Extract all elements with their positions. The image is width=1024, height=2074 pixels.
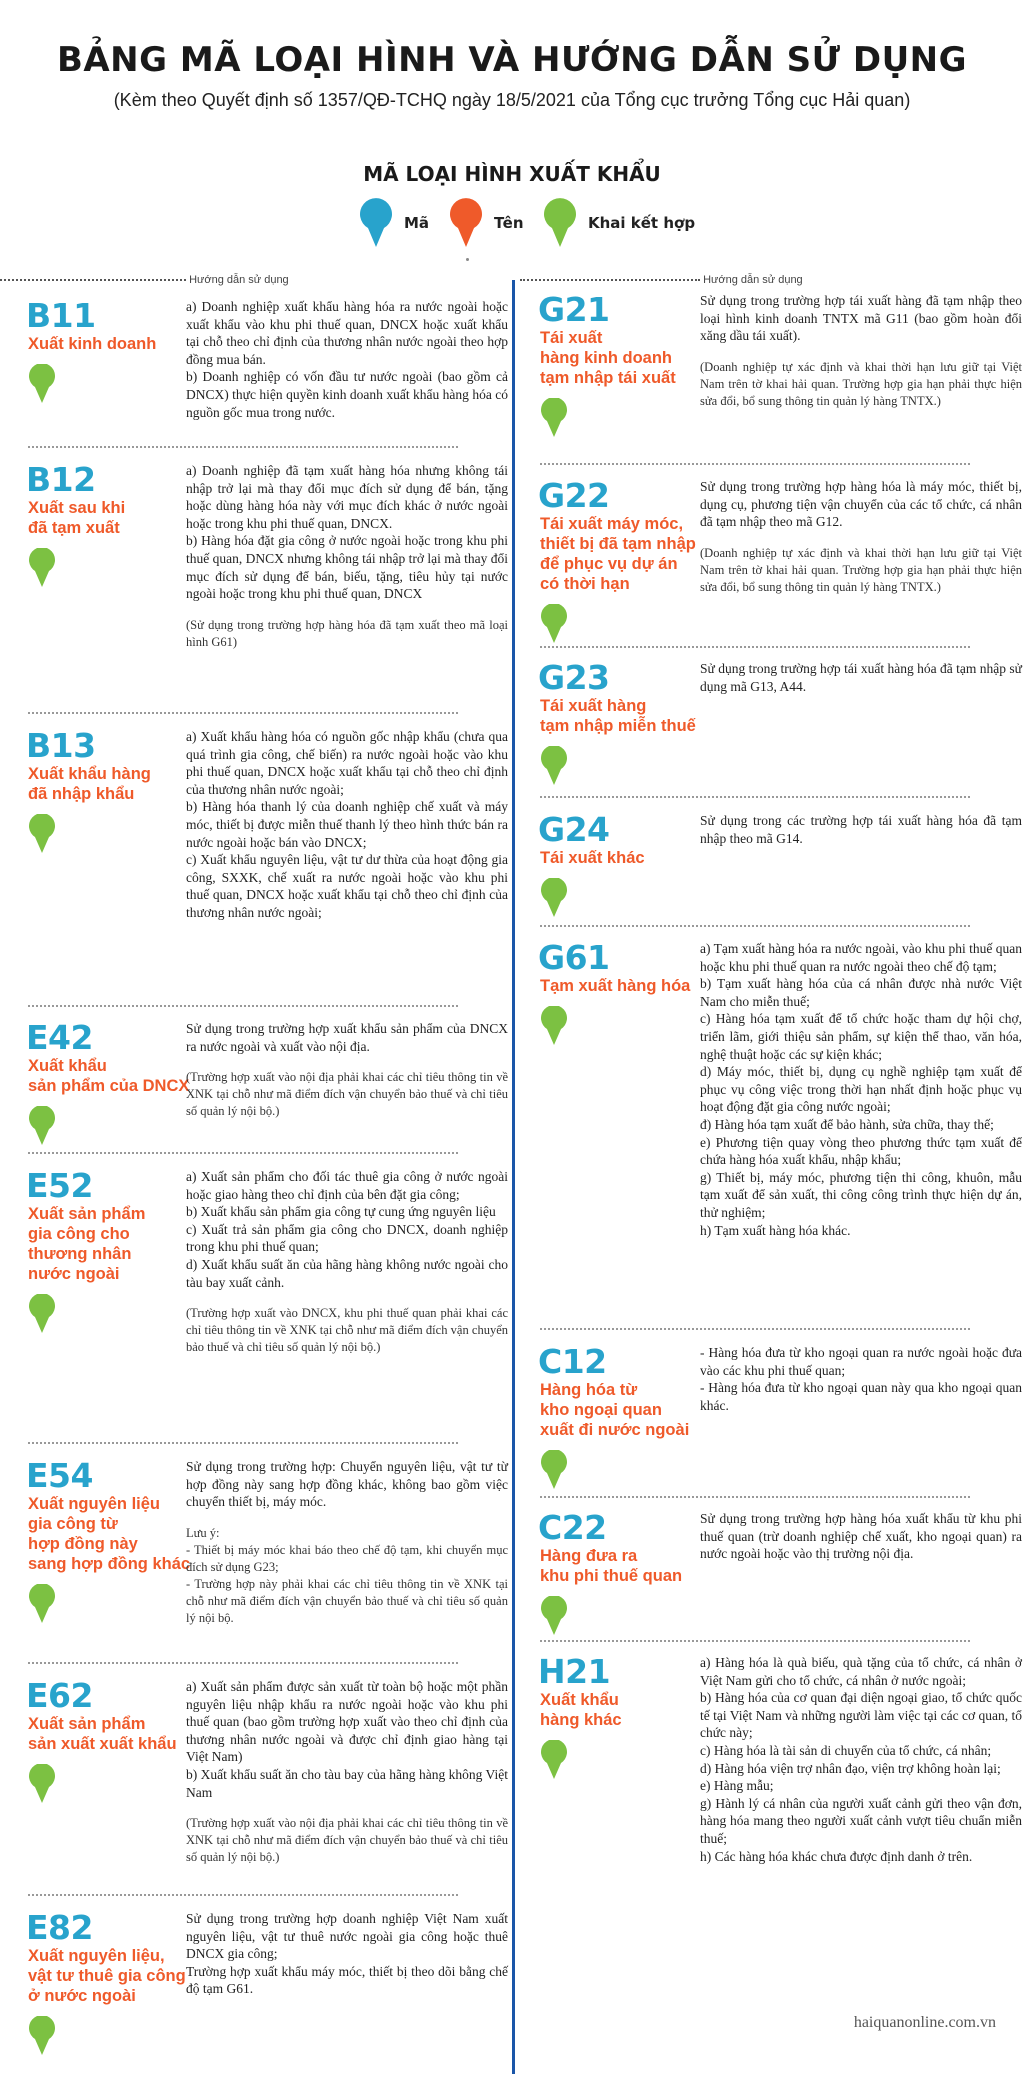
entry-name-line: sản xuất xuất khẩu: [28, 1735, 177, 1753]
entry-separator: [540, 925, 970, 927]
right-column-header: [520, 274, 820, 286]
entry-name-line: nước ngoài: [28, 1265, 120, 1283]
entry-name: [28, 764, 151, 804]
entry-name-line: gia công cho: [28, 1225, 130, 1243]
blue-pin-icon: [358, 198, 394, 248]
decorative-dot: [466, 258, 469, 261]
description-paragraph: a) Hàng hóa là quà biếu, quà tặng của tổ chức, cá nhân ở Việt Nam gửi cho tổ chức, cá nhân ở nước ngoài;: [700, 1655, 1022, 1688]
combined-pin-icon: [540, 878, 568, 923]
entry-note: [186, 1525, 508, 1627]
entry-name-line: Tạm xuất hàng hóa: [540, 977, 691, 995]
entry-name: [540, 976, 690, 996]
entry-code: B12: [26, 460, 96, 499]
entry-name-line: Xuất kinh doanh: [28, 335, 157, 353]
entry-separator: [540, 1640, 970, 1642]
combined-pin-icon: [540, 1006, 568, 1051]
note-paragraph: (Trường hợp xuất vào nội địa phải khai các chỉ tiêu thông tin về XNK tại chỗ như mã điểm đích vận chuyển bảo thuế và chỉ tiêu số quản lý nội bộ.): [186, 1070, 508, 1119]
description-paragraph: Sử dụng trong trường hợp xuất khẩu sản phẩm của DNCX ra nước ngoài và xuất vào nội địa.: [186, 1021, 508, 1054]
entry-name-line: xuất đi nước ngoài: [540, 1421, 690, 1439]
description-paragraph: b) Hàng hóa đặt gia công ở nước ngoài hoặc trong khu phi thuế quan, DNCX nhưng không tái nhập trở lại mà thay đổi mục đích sử dụng để bán, biếu, tặng, tiêu hủy tại nước ngoài hoặc trong khu phi thuế quan, DNCX: [186, 533, 508, 602]
entry-name: [540, 696, 696, 736]
entry-name-line: đã nhập khẩu: [28, 785, 135, 803]
entry-name: [28, 1494, 190, 1574]
combined-pin-icon: [540, 746, 568, 791]
description-paragraph: a) Xuất khẩu hàng hóa có nguồn gốc nhập khẩu (chưa qua quá trình gia công, chế biến) ra nước ngoài hoặc vào khu phi thuế quan, DNCX hoặc xuất khẩu tại chỗ theo chỉ định của thương nhân nước ngoài;: [186, 729, 508, 797]
combined-pin-icon: [28, 1764, 56, 1809]
entry-code: C12: [538, 1342, 607, 1381]
entry-description: [186, 1168, 508, 1356]
entry-name-line: kho ngoại quan: [540, 1401, 662, 1419]
entry-code: B13: [26, 726, 96, 765]
entry-separator: [540, 796, 970, 798]
entry-description: [700, 1654, 1022, 1865]
combined-pin-icon: [540, 1740, 568, 1785]
description-paragraph: h) Tạm xuất hàng hóa khác.: [700, 1222, 851, 1238]
entry-name: [28, 1204, 145, 1284]
page-subtitle: (Kèm theo Quyết định số 1357/QĐ-TCHQ ngày 18/5/2021 của Tổng cục trưởng Tổng cục Hải quan): [113, 90, 911, 110]
entry-description: [700, 940, 1022, 1239]
entry-name-line: có thời hạn: [540, 575, 630, 593]
entry-separator: [28, 1152, 458, 1154]
description-paragraph: b) Xuất khẩu suất ăn cho tàu bay của hãng hàng không Việt Nam: [186, 1766, 508, 1800]
description-paragraph: d) Hàng hóa viện trợ nhân đạo, viện trợ không hoàn lại;: [700, 1760, 1001, 1776]
entry-name-line: tạm nhập tái xuất: [540, 369, 676, 387]
legend-code-label: Mã: [404, 214, 430, 232]
entry-name: [540, 1546, 682, 1586]
combined-pin-icon: [28, 2016, 56, 2061]
description-paragraph: a) Doanh nghiệp xuất khẩu hàng hóa ra nước ngoài hoặc xuất khẩu vào khu phi thuế quan, DNCX hoặc xuất khẩu tại chỗ theo chỉ định của thương nhân nước ngoài theo hợp đồng mua bán.: [186, 299, 508, 367]
legend-combined-label: Khai kết hợp: [588, 214, 696, 232]
entry-note: [186, 617, 508, 651]
note-paragraph: (Trường hợp xuất vào nội địa phải khai các chỉ tiêu thông tin về XNK tại chỗ như mã điểm đích vận chuyển bảo thuế và chỉ tiêu số quản lý nội bộ.): [186, 1816, 508, 1865]
description-paragraph: Sử dụng trong trường hợp tái xuất hàng đã tạm nhập theo loại hình kinh doanh TNTX mã G11 (bao gồm hoàn đổi xăng dầu tái xuất).: [700, 293, 1022, 344]
entry-name: [540, 1380, 689, 1440]
description-paragraph: g) Hành lý cá nhân của người xuất cảnh gửi theo vận đơn, hàng hóa mang theo người xuất cảnh vượt tiêu chuẩn miễn thuế;: [700, 1795, 1022, 1846]
entry-name-line: Xuất khẩu: [540, 1691, 619, 1709]
green-pin-icon: [542, 198, 578, 248]
entry-code: H21: [538, 1652, 611, 1691]
entry-name-line: vật tư thuê gia công: [28, 1967, 186, 1985]
combined-pin-icon: [540, 398, 568, 443]
entry-description: [700, 812, 1022, 847]
entry-separator: [540, 646, 970, 648]
combined-pin-icon: [540, 604, 568, 649]
entry-name-line: Hàng đưa ra: [540, 1547, 638, 1565]
description-paragraph: a) Doanh nghiệp đã tạm xuất hàng hóa nhưng không tái nhập trở lại mà thay đổi mục đích sử dụng để bán, tặng hoặc dùng hàng hóa này với mục đích khác ở nước ngoài hoặc trong khu phi thuế quan, DNCX.: [186, 463, 508, 531]
entry-name-line: Hàng hóa từ: [540, 1381, 638, 1399]
description-paragraph: Sử dụng trong trường hợp hàng hóa là máy móc, thiết bị, dụng cụ, phương tiện vận chuyển của các tổ chức, cá nhân đã tạm nhập theo mã G12.: [700, 479, 1022, 530]
entry-description: [186, 1678, 508, 1866]
note-paragraph: (Trường hợp xuất vào DNCX, khu phi thuế quan phải khai các chỉ tiêu thông tin về XNK tại chỗ như mã điểm đích vận chuyển bảo thuế và chỉ tiêu số quản lý nội bộ.): [186, 1306, 508, 1355]
note-paragraph: Lưu ý:: [186, 1525, 220, 1540]
note-paragraph: (Sử dụng trong trường hợp hàng hóa đã tạm xuất theo mã loại hình G61): [186, 617, 508, 649]
description-paragraph: Sử dụng trong các trường hợp tái xuất hàng hóa đã tạm nhập theo mã G14.: [700, 813, 1022, 846]
description-paragraph: d) Máy móc, thiết bị, dụng cụ nghề nghiệp tạm xuất để phục vụ công việc trong thời hạn nhất định hoặc phục vụ hoạt động đặt gia công nước ngoài;: [700, 1064, 1022, 1115]
entry-name: [540, 514, 696, 594]
description-paragraph: e) Phương tiện quay vòng theo phương thức tạm xuất để chứa hàng hóa xuất khẩu, nhập khẩu;: [700, 1134, 1022, 1168]
entry-description: [700, 1510, 1022, 1563]
entry-code: G21: [538, 290, 610, 329]
entry-name-line: thương nhân: [28, 1245, 132, 1263]
combined-pin-icon: [28, 548, 56, 593]
combined-pin-icon: [28, 1584, 56, 1629]
description-paragraph: Sử dụng trong trường hợp tái xuất hàng hóa đã tạm nhập sử dụng mã G13, A44.: [700, 661, 1022, 694]
description-paragraph: c) Xuất trả sản phẩm gia công cho DNCX, doanh nghiệp trong khu phi thuế quan;: [186, 1221, 508, 1255]
entry-note: [186, 1305, 508, 1356]
entry-name-line: hàng kinh doanh: [540, 349, 672, 367]
description-paragraph: g) Thiết bị, máy móc, phương tiện thi công, khuôn, mẫu tạm xuất để sản xuất, thi công công trình thực hiện dự án, thử nghiệm;: [700, 1169, 1022, 1220]
description-paragraph: Sử dụng trong trường hợp: Chuyển nguyên liệu, vật tư từ hợp đồng này sang hợp đồng khác, không bao gồm việc chuyển thiết bị, máy móc.: [186, 1459, 508, 1510]
entry-description: [186, 298, 508, 421]
description-paragraph: e) Hàng mẫu;: [700, 1778, 774, 1794]
entry-description: [700, 1344, 1022, 1414]
description-paragraph: a) Xuất sản phẩm được sản xuất từ toàn bộ hoặc một phần nguyên liệu nhập khẩu ra nước ngoài hoặc vào khu phi thuế quan (bao gồm trường hợp xuất vào theo chỉ định của thương nhân nước ngoài và được chỉ định giao hàng tại Việt Nam): [186, 1679, 508, 1765]
entry-description: [700, 660, 1022, 695]
column-divider: [512, 280, 515, 2074]
note-paragraph: (Doanh nghiệp tự xác định và khai thời hạn lưu giữ tại Việt Nam trên tờ khai hải quan. Trường hợp gia hạn phải thực hiện sửa đổi, bổ sung thông tin quản lý hàng TNTX.): [700, 545, 1022, 594]
entry-name-line: Xuất nguyên liệu: [28, 1495, 161, 1513]
combined-pin-icon: [28, 814, 56, 859]
entry-note: [700, 545, 1022, 596]
entry-code: C22: [538, 1508, 607, 1547]
entry-name-line: tạm nhập miễn thuế: [540, 717, 696, 735]
entry-description: [186, 728, 508, 922]
description-paragraph: - Hàng hóa đưa từ kho ngoại quan ra nước ngoài hoặc đưa vào các khu phi thuế quan;: [700, 1345, 1022, 1378]
entry-code: G61: [538, 938, 610, 977]
entry-separator: [540, 1328, 970, 1330]
entry-name-line: khu phi thuế quan: [540, 1567, 683, 1585]
description-paragraph: a) Xuất sản phẩm cho đối tác thuê gia công ở nước ngoài hoặc giao hàng theo chỉ định của bên đặt gia công;: [186, 1169, 508, 1202]
description-paragraph: b) Tạm xuất hàng hóa của cá nhân được nhà nước Việt Nam cho miễn thuế;: [700, 976, 1022, 1009]
entry-name-line: Xuất sản phẩm: [28, 1715, 146, 1733]
entry-name: [540, 328, 676, 388]
entry-code: G22: [538, 476, 610, 515]
entry-name: [28, 498, 125, 538]
entry-code: E42: [26, 1018, 93, 1057]
entry-name-line: Tái xuất hàng: [540, 697, 647, 715]
entry-description: [186, 1910, 508, 1998]
entry-name-line: Tái xuất khác: [540, 849, 645, 867]
description-paragraph: b) Hàng hóa thanh lý của doanh nghiệp chế xuất và máy móc, thiết bị được miễn thuế thanh lý theo hình thức bán ra nước ngoài hoặc bán vào DNCX;: [186, 799, 508, 850]
left-column-header: [0, 274, 300, 286]
entry-separator: [28, 1005, 458, 1007]
combined-pin-icon: [540, 1450, 568, 1495]
section-title: MÃ LOẠI HÌNH XUẤT KHẨU: [363, 162, 661, 186]
dotted-leader: [520, 279, 700, 281]
entry-code: E62: [26, 1676, 93, 1715]
entry-note: [186, 1815, 508, 1866]
entry-description: [186, 462, 508, 651]
entry-separator: [28, 446, 458, 448]
right-column-header-label: Hướng dẫn sử dụng: [703, 274, 803, 286]
legend: [0, 198, 1024, 248]
entry-note: [186, 1069, 508, 1120]
entry-name-line: sản phẩm của DNCX: [28, 1077, 190, 1095]
entry-name-line: Xuất khẩu hàng: [28, 765, 151, 783]
note-paragraph: - Trường hợp này phải khai các chỉ tiêu thông tin về XNK tại chỗ như mã điểm đích vận chuyển bảo thuế và chỉ tiêu số quản lý nội bộ.: [186, 1576, 508, 1625]
note-paragraph: - Thiết bị máy móc khai báo theo chế độ tạm, khi chuyển mục đích sử dụng G23;: [186, 1542, 508, 1574]
entry-name-line: Xuất sau khi: [28, 499, 126, 517]
entry-name: [540, 848, 645, 868]
description-paragraph: c) Hàng hóa là tài sản di chuyển của tổ chức, cá nhân;: [700, 1742, 992, 1758]
description-paragraph: Sử dụng trong trường hợp hàng hóa xuất khẩu từ khu phi thuế quan (trừ doanh nghiệp chế xuất, kho ngoại quan) ra nước ngoài hoặc vào thị trường nội địa.: [700, 1511, 1022, 1562]
entry-name: [28, 1714, 177, 1754]
entry-name: [540, 1690, 622, 1730]
dotted-leader: [0, 279, 186, 281]
description-paragraph: b) Hàng hóa của cơ quan đại diện ngoại giao, tổ chức quốc tế tại Việt Nam và những người làm việc tại các cơ quan, tổ chức này;: [700, 1690, 1022, 1741]
entry-separator: [28, 712, 458, 714]
entry-code: E82: [26, 1908, 93, 1947]
entry-code: G23: [538, 658, 610, 697]
entry-name: [28, 334, 156, 354]
entry-separator: [540, 463, 970, 465]
entry-name-line: gia công từ: [28, 1515, 118, 1533]
description-paragraph: đ) Hàng hóa tạm xuất để bảo hành, sửa chữa, thay thế;: [700, 1116, 994, 1132]
description-paragraph: b) Doanh nghiệp có vốn đầu tư nước ngoài (bao gồm cả DNCX) thực hiện quyền kinh doanh xuất khẩu hàng hóa có nguồn gốc mua trong nước.: [186, 369, 508, 420]
entry-description: [700, 478, 1022, 596]
combined-pin-icon: [28, 1106, 56, 1151]
entry-name: [28, 1056, 189, 1096]
description-paragraph: Trường hợp xuất khẩu máy móc, thiết bị theo dõi bằng chế độ tạm G61.: [186, 1963, 508, 1997]
entry-code: E54: [26, 1456, 93, 1495]
entry-name-line: ở nước ngoài: [28, 1987, 136, 2005]
note-paragraph: (Doanh nghiệp tự xác định và khai thời hạn lưu giữ tại Việt Nam trên tờ khai hải quan. Trường hợp gia hạn phải thực hiện sửa đổi, bổ sung thông tin quản lý hàng TNTX.): [700, 359, 1022, 408]
legend-name-label: Tên: [494, 214, 524, 232]
entry-name: [28, 1946, 186, 2006]
entry-description: [186, 1458, 508, 1627]
entry-separator: [28, 1442, 458, 1444]
entry-code: E52: [26, 1166, 93, 1205]
description-paragraph: c) Xuất khẩu nguyên liệu, vật tư dư thừa của hoạt động gia công, SXXK, chế xuất ra nước ngoài hoặc vào khu phi thuế quan, DNCX hoặc xuất khẩu tại chỗ theo chỉ định của thương nhân nước ngoài;: [186, 852, 508, 920]
entry-note: [700, 359, 1022, 410]
entry-code: G24: [538, 810, 610, 849]
entry-name-line: Tái xuất: [540, 329, 603, 347]
page-title: BẢNG MÃ LOẠI HÌNH VÀ HƯỚNG DẪN SỬ DỤNG: [56, 40, 968, 80]
orange-pin-icon: [448, 198, 484, 248]
entry-description: [186, 1020, 508, 1120]
combined-pin-icon: [28, 1294, 56, 1339]
entry-name-line: sang hợp đồng khác: [28, 1555, 191, 1573]
description-paragraph: Sử dụng trong trường hợp doanh nghiệp Việt Nam xuất nguyên liệu, vật tư thuê nước ngoài gia công hoặc thuê DNCX gia công;: [186, 1911, 508, 1962]
entry-separator: [28, 1662, 458, 1664]
entry-name-line: hàng khác: [540, 1711, 622, 1729]
description-paragraph: c) Hàng hóa tạm xuất để tổ chức hoặc tham dự hội chợ, triển lãm, giới thiệu sản phẩm, sự kiện thể thao, văn hóa, nghệ thuật hoặc các sự kiện khác;: [700, 1011, 1022, 1062]
entry-name-line: đã tạm xuất: [28, 519, 120, 537]
combined-pin-icon: [28, 364, 56, 409]
entry-separator: [540, 1496, 970, 1498]
entry-name-line: hợp đồng này: [28, 1535, 138, 1553]
entry-separator: [28, 1894, 458, 1896]
combined-pin-icon: [540, 1596, 568, 1641]
entry-name-line: để phục vụ dự án: [540, 555, 678, 573]
left-column-header-label: Hướng dẫn sử dụng: [189, 274, 289, 286]
entry-name-line: thiết bị đã tạm nhập: [540, 535, 696, 553]
description-paragraph: - Hàng hóa đưa từ kho ngoại quan này qua kho ngoại quan khác.: [700, 1380, 1022, 1413]
entry-code: B11: [26, 296, 96, 335]
entry-name-line: Xuất nguyên liệu,: [28, 1947, 165, 1965]
description-paragraph: h) Các hàng hóa khác chưa được định danh ở trên.: [700, 1848, 973, 1864]
entry-name-line: Xuất khẩu: [28, 1057, 107, 1075]
entry-name-line: Xuất sản phẩm: [28, 1205, 146, 1223]
footer-site: haiquanonline.com.vn: [853, 2014, 996, 2031]
entry-name-line: Tái xuất máy móc,: [540, 515, 684, 533]
entry-description: [700, 292, 1022, 410]
description-paragraph: a) Tạm xuất hàng hóa ra nước ngoài, vào khu phi thuế quan hoặc khu phi thuế quan ra nước ngoài theo chế độ tạm;: [700, 941, 1022, 974]
description-paragraph: d) Xuất khẩu suất ăn của hãng hàng không nước ngoài cho tàu bay xuất cảnh.: [186, 1256, 508, 1290]
description-paragraph: b) Xuất khẩu sản phẩm gia công tự cung ứng nguyên liệu: [186, 1204, 496, 1220]
